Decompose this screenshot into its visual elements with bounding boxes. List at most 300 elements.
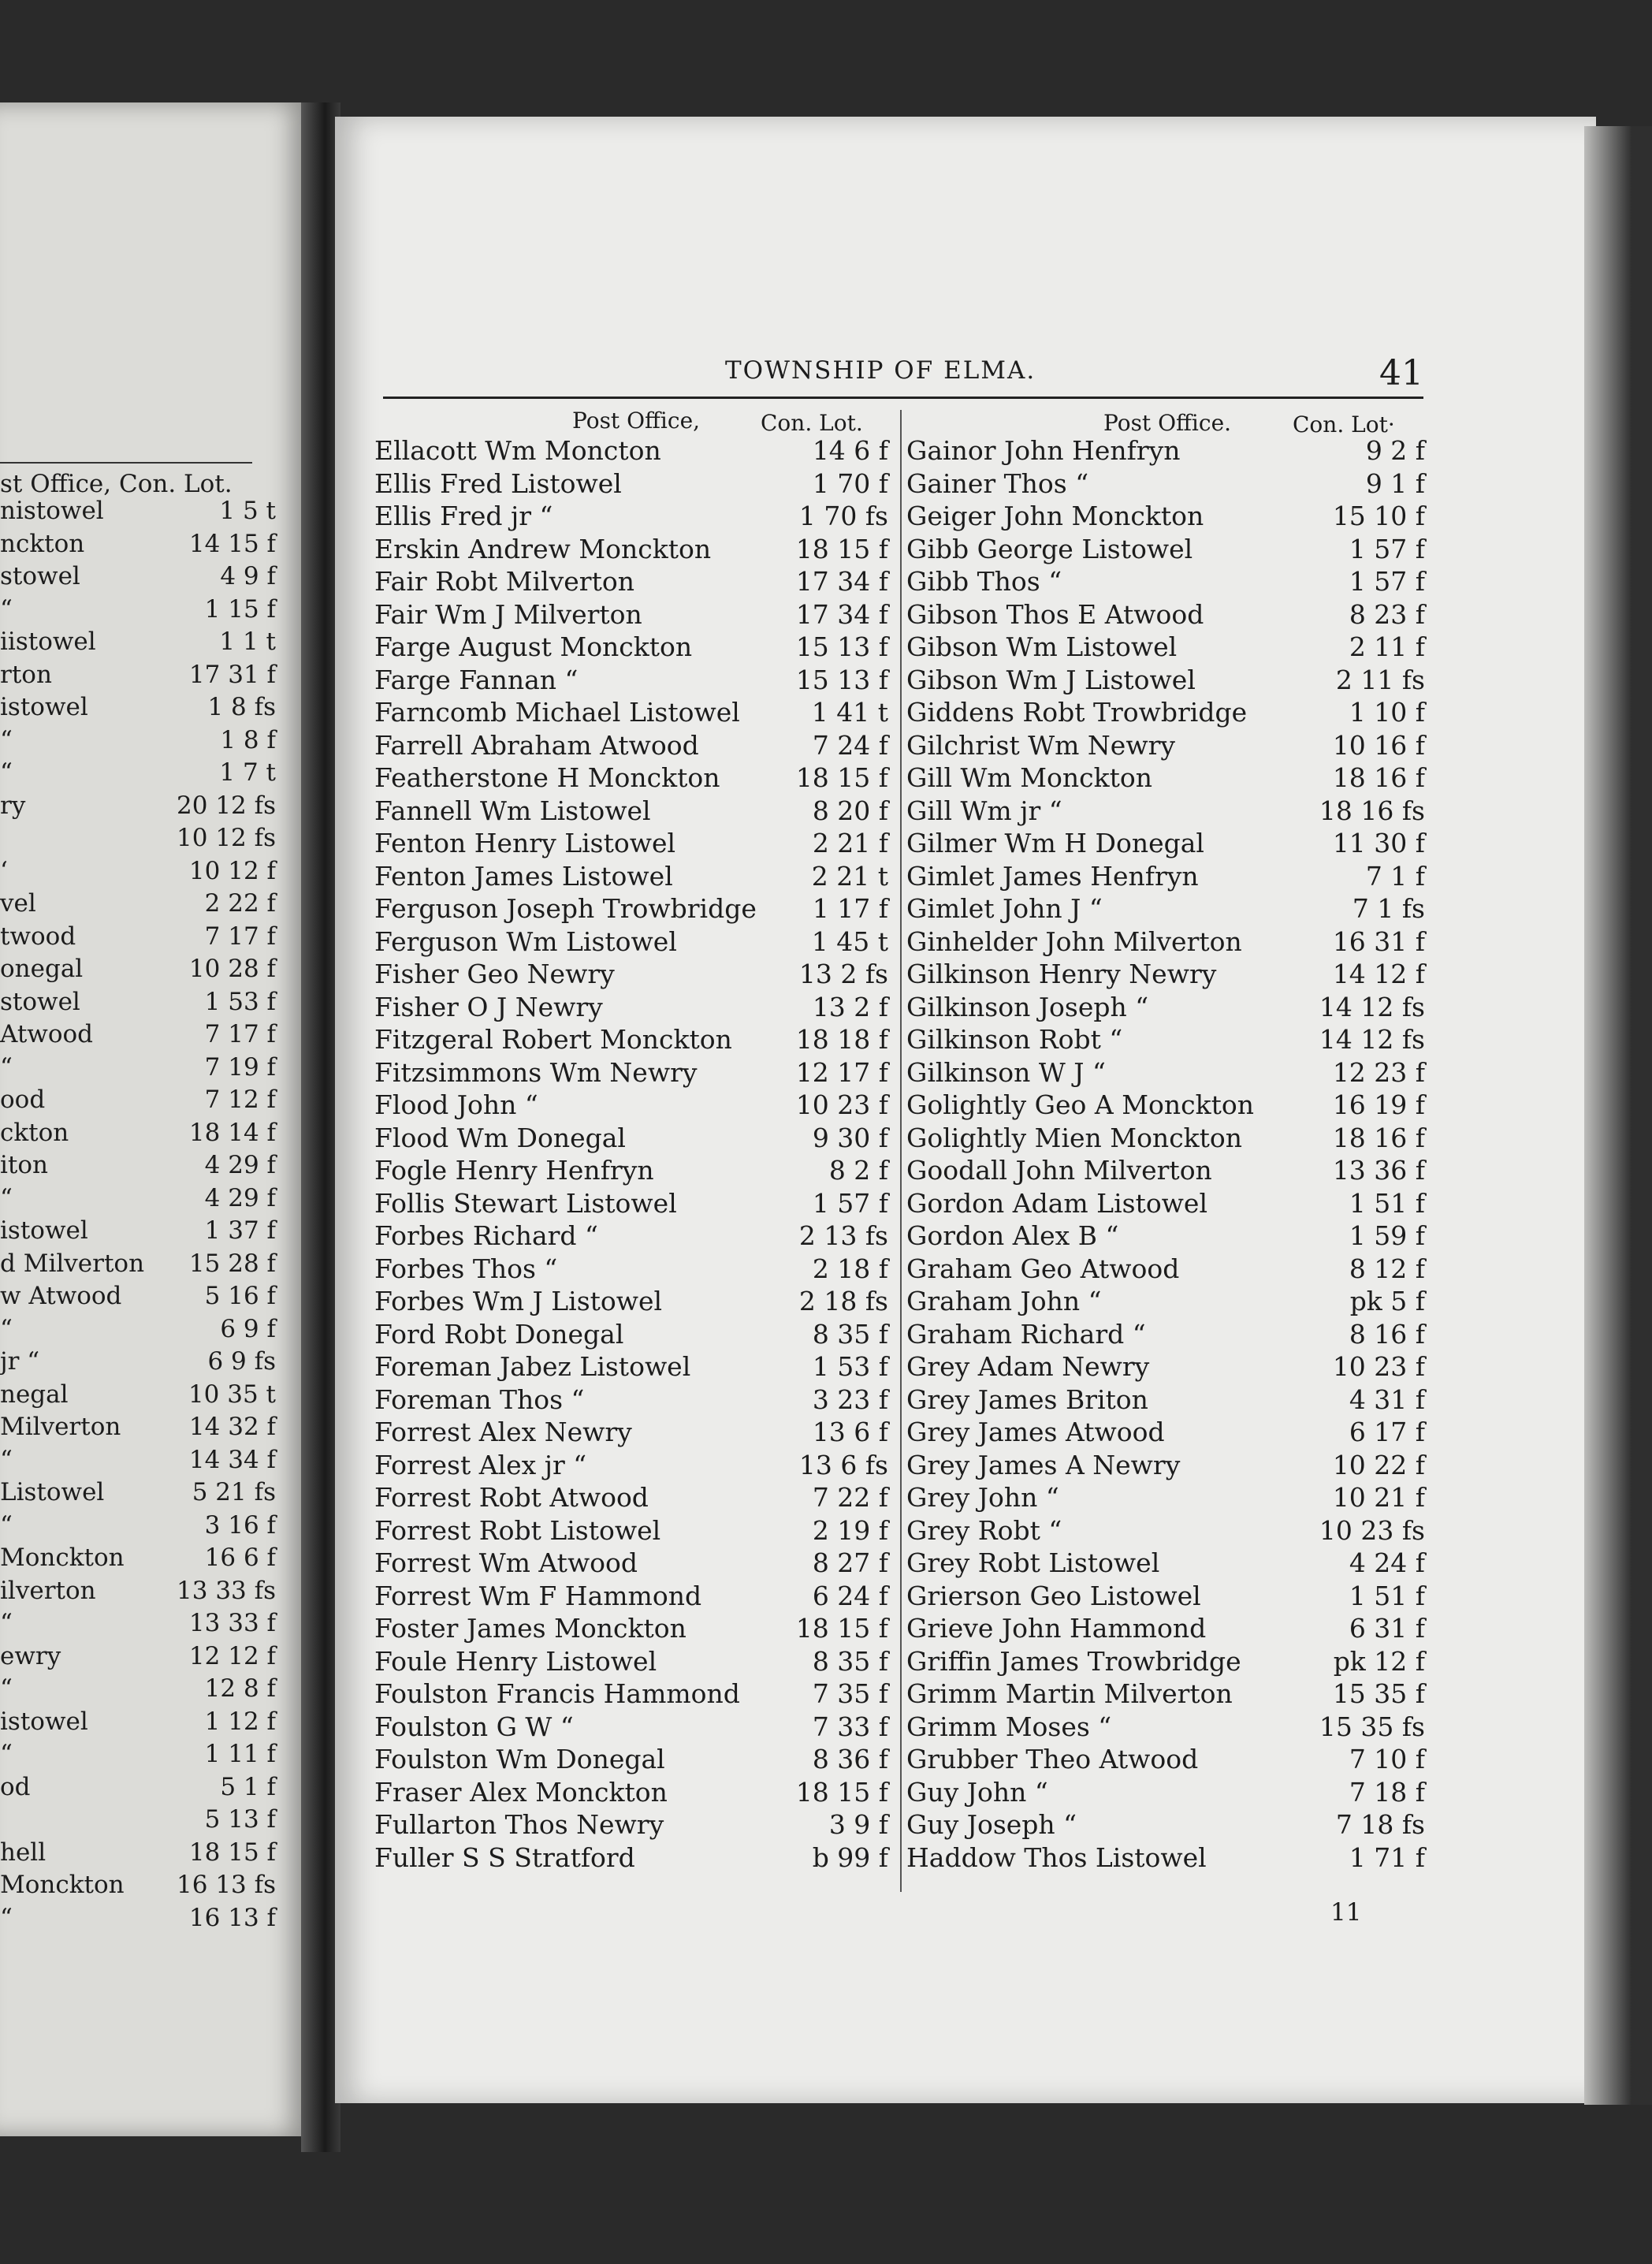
- directory-entry: [374, 1842, 895, 1875]
- entry-name: Erskin Andrew Monckton: [374, 533, 712, 564]
- entry-name: Foreman Jabez Listowel: [374, 1351, 691, 1382]
- directory-entry: [906, 1384, 1427, 1417]
- directory-entry: [906, 534, 1427, 567]
- directory-entry: [906, 959, 1427, 992]
- directory-entry: [906, 1581, 1427, 1614]
- left-page-entry: [0, 922, 300, 954]
- entry-name: Fenton Henry Listowel: [374, 828, 676, 858]
- entry-name: Fitzgeral Robert Monckton: [374, 1024, 732, 1055]
- directory-entry: [374, 1547, 895, 1581]
- entry-name: Grubber Theo Atwood: [906, 1744, 1199, 1774]
- directory-entry: [906, 1842, 1427, 1875]
- left-entry-name: ilverton: [0, 1576, 96, 1605]
- entry-name: Grey Adam Newry: [906, 1351, 1150, 1382]
- directory-entry: [906, 631, 1427, 665]
- entry-con-lot: 7 10 f: [1349, 1744, 1425, 1774]
- entry-con-lot: 17 34 f: [795, 598, 888, 630]
- entry-con-lot: pk 12 f: [1333, 1645, 1425, 1677]
- entry-con-lot: 2 13 fs: [798, 1220, 888, 1251]
- directory-entry: [374, 631, 895, 665]
- entry-con-lot: 8 16 f: [1349, 1318, 1425, 1350]
- entry-con-lot: pk 5 f: [1349, 1286, 1425, 1316]
- left-page-entry: [0, 562, 300, 594]
- left-entry-name: istowel: [0, 1216, 88, 1245]
- directory-entry: [374, 1646, 895, 1679]
- entry-con-lot: 10 21 f: [1332, 1482, 1425, 1513]
- entry-con-lot: 12 17 f: [795, 1056, 888, 1088]
- directory-entry: [906, 1711, 1427, 1745]
- left-entry-con-lot: 16 13 f: [188, 1903, 276, 1932]
- directory-entry: [374, 1581, 895, 1614]
- directory-entry: [906, 566, 1427, 599]
- directory-entry: [374, 435, 895, 468]
- entry-name: Goodall John Milverton: [906, 1155, 1212, 1186]
- entry-con-lot: 14 12 f: [1332, 959, 1425, 989]
- entry-con-lot: 1 71 f: [1349, 1841, 1425, 1873]
- entry-con-lot: 2 21 f: [812, 828, 888, 858]
- left-page-entry: [0, 1543, 300, 1575]
- entry-con-lot: 7 35 f: [812, 1678, 888, 1709]
- left-entry-con-lot: 10 28 f: [188, 955, 276, 983]
- entry-name: Ferguson Joseph Trowbridge: [374, 893, 757, 924]
- left-entry-con-lot: 14 32 f: [188, 1413, 276, 1441]
- entry-con-lot: 6 17 f: [1349, 1417, 1425, 1447]
- entry-con-lot: 8 35 f: [812, 1318, 888, 1350]
- left-entry-con-lot: 14 34 f: [188, 1445, 276, 1474]
- entry-con-lot: 15 35 fs: [1319, 1711, 1425, 1742]
- left-entry-name: “: [0, 1314, 13, 1343]
- entry-con-lot: 2 19 f: [812, 1514, 888, 1546]
- entry-con-lot: 2 11 f: [1349, 631, 1425, 662]
- directory-entry: [906, 1024, 1427, 1057]
- left-entry-con-lot: 5 16 f: [204, 1282, 276, 1310]
- entry-name: Foulston Wm Donegal: [374, 1744, 665, 1774]
- entry-name: Gimlet James Henfryn: [906, 860, 1199, 892]
- directory-entry: [374, 1515, 895, 1548]
- left-entry-con-lot: 16 13 fs: [177, 1871, 276, 1899]
- directory-entry: [374, 1319, 895, 1352]
- left-page-entry: [0, 1511, 300, 1543]
- left-page-entry: [0, 1609, 300, 1640]
- directory-entry: [374, 1417, 895, 1450]
- directory-column-1: [374, 435, 895, 1875]
- header-rule: [383, 397, 1423, 399]
- entry-con-lot: 1 45 t: [811, 925, 888, 957]
- directory-entry: [374, 697, 895, 730]
- entry-con-lot: 4 31 f: [1349, 1383, 1425, 1415]
- entry-name: Grey John “: [906, 1482, 1059, 1513]
- entry-con-lot: 13 6 f: [812, 1417, 888, 1447]
- entry-con-lot: 12 23 f: [1332, 1056, 1425, 1088]
- left-page-entry: [0, 1805, 300, 1837]
- left-entry-name: Listowel: [0, 1478, 105, 1506]
- directory-entry: [374, 1089, 895, 1123]
- left-entry-con-lot: 10 12 fs: [177, 824, 276, 852]
- entry-con-lot: 1 57 f: [1349, 533, 1425, 564]
- left-entry-name: “: [0, 1903, 13, 1932]
- left-entry-name: ewry: [0, 1641, 61, 1670]
- entry-con-lot: 18 15 f: [795, 762, 888, 793]
- left-entry-name: Monckton: [0, 1543, 125, 1572]
- previous-page: [0, 102, 311, 2136]
- left-page-entry: [0, 824, 300, 855]
- directory-entry: [374, 599, 895, 632]
- directory-entry: [374, 1123, 895, 1156]
- directory-entry: [374, 1482, 895, 1515]
- left-entry-con-lot: 1 8 f: [220, 725, 276, 754]
- entry-con-lot: 13 2 f: [812, 991, 888, 1022]
- left-page-entry: [0, 1642, 300, 1674]
- directory-entry: [906, 665, 1427, 698]
- entry-con-lot: 3 9 f: [828, 1809, 888, 1840]
- directory-entry: [906, 828, 1427, 861]
- left-entry-con-lot: 12 12 f: [188, 1641, 276, 1670]
- left-entry-name: ood: [0, 1085, 46, 1114]
- left-entry-name: jr “: [0, 1347, 40, 1376]
- entry-con-lot: 7 1 fs: [1352, 893, 1425, 924]
- entry-name: Gimlet John J “: [906, 893, 1103, 924]
- left-page-entry: [0, 1216, 300, 1248]
- left-entry-name: stowel: [0, 562, 80, 590]
- entry-con-lot: 1 70 fs: [798, 501, 888, 531]
- left-entry-con-lot: 10 12 f: [188, 856, 276, 885]
- entry-name: Ellis Fred jr “: [374, 501, 553, 531]
- left-entry-con-lot: 10 35 t: [188, 1380, 276, 1409]
- left-entry-name: ‘: [0, 856, 8, 885]
- directory-entry: [906, 1188, 1427, 1221]
- entry-con-lot: 15 13 f: [795, 664, 888, 695]
- directory-entry: [374, 1809, 895, 1842]
- directory-entry: [374, 501, 895, 534]
- entry-con-lot: 15 35 f: [1332, 1678, 1425, 1709]
- entry-name: Gibson Thos E Atwood: [906, 598, 1204, 630]
- left-entry-con-lot: 17 31 f: [188, 660, 276, 689]
- entry-name: Gilkinson Robt “: [906, 1024, 1123, 1055]
- entry-name: Fullarton Thos Newry: [374, 1809, 664, 1840]
- left-entry-name: “: [0, 1674, 13, 1703]
- entry-name: Geiger John Monckton: [906, 501, 1204, 531]
- entry-name: Gill Wm jr “: [906, 795, 1062, 826]
- directory-entry: [374, 730, 895, 763]
- signature-mark: 11: [1330, 1898, 1362, 1927]
- left-entry-name: Monckton: [0, 1871, 125, 1899]
- left-entry-con-lot: 1 1 t: [219, 627, 276, 656]
- directory-entry: [906, 795, 1427, 829]
- entry-con-lot: 7 18 fs: [1335, 1809, 1425, 1840]
- directory-entry: [906, 1482, 1427, 1515]
- directory-entry: [906, 501, 1427, 534]
- directory-entry: [374, 1057, 895, 1090]
- entry-name: Gainor John Henfryn: [906, 435, 1181, 466]
- entry-name: Gilkinson W J “: [906, 1056, 1106, 1088]
- directory-entry: [374, 1613, 895, 1646]
- entry-name: Fuller S S Stratford: [374, 1841, 635, 1873]
- directory-entry: [906, 1057, 1427, 1090]
- directory-entry: [906, 926, 1427, 959]
- entry-name: Gibson Wm Listowel: [906, 631, 1178, 662]
- entry-name: Golightly Geo A Monckton: [906, 1089, 1255, 1120]
- directory-entry: [374, 1351, 895, 1384]
- entry-name: Gibb George Listowel: [906, 533, 1193, 564]
- entry-name: Griffin James Trowbridge: [906, 1645, 1241, 1677]
- left-page-entry: [0, 1020, 300, 1052]
- directory-entry: [906, 861, 1427, 894]
- directory-entry: [906, 1286, 1427, 1319]
- left-page-entry: [0, 791, 300, 823]
- entry-con-lot: 1 17 f: [812, 893, 888, 924]
- left-entry-name: onegal: [0, 955, 84, 983]
- left-entry-name: “: [0, 1740, 13, 1768]
- entry-con-lot: 2 18 fs: [798, 1286, 888, 1316]
- left-entry-con-lot: 4 9 f: [220, 562, 276, 590]
- left-entry-name: vel: [0, 889, 36, 918]
- directory-entry: [374, 926, 895, 959]
- entry-name: Foule Henry Listowel: [374, 1645, 657, 1677]
- directory-entry: [906, 1351, 1427, 1384]
- entry-name: Gainer Thos “: [906, 467, 1089, 499]
- left-page-entry: [0, 1053, 300, 1085]
- directory-entry: [374, 1711, 895, 1745]
- left-page-entry: [0, 1577, 300, 1608]
- entry-con-lot: 1 57 f: [1349, 566, 1425, 597]
- entry-con-lot: 2 11 fs: [1335, 664, 1425, 695]
- entry-name: Guy Joseph “: [906, 1809, 1077, 1840]
- directory-entry: [906, 893, 1427, 926]
- left-entry-con-lot: 20 12 fs: [177, 791, 276, 820]
- directory-entry: [374, 1286, 895, 1319]
- entry-name: Foulston Francis Hammond: [374, 1678, 740, 1709]
- entry-con-lot: 11 30 f: [1332, 828, 1425, 858]
- entry-con-lot: 14 12 fs: [1319, 1024, 1425, 1055]
- directory-entry: [906, 1613, 1427, 1646]
- entry-name: Farncomb Michael Listowel: [374, 697, 740, 728]
- entry-name: Fair Robt Milverton: [374, 566, 634, 597]
- entry-name: Guy John “: [906, 1776, 1048, 1808]
- directory-column-2: [906, 435, 1427, 1875]
- left-entry-name: “: [0, 758, 13, 787]
- left-page-entry: [0, 1282, 300, 1313]
- directory-entry: [906, 1253, 1427, 1287]
- left-entry-con-lot: 7 17 f: [204, 922, 276, 951]
- left-page-entry: [0, 955, 300, 986]
- directory-entry: [906, 1547, 1427, 1581]
- entry-name: Forrest Robt Listowel: [374, 1514, 661, 1546]
- entry-con-lot: 18 15 f: [795, 1613, 888, 1644]
- entry-con-lot: 1 53 f: [812, 1351, 888, 1382]
- entry-name: Flood John “: [374, 1089, 538, 1120]
- directory-entry: [374, 762, 895, 795]
- entry-con-lot: 1 59 f: [1349, 1220, 1425, 1251]
- left-page-entry: [0, 889, 300, 921]
- entry-con-lot: 8 2 f: [828, 1155, 888, 1186]
- left-page-entry: [0, 1478, 300, 1510]
- directory-entry: [906, 1089, 1427, 1123]
- entry-con-lot: 8 23 f: [1349, 598, 1425, 630]
- entry-name: Ellacott Wm Moncton: [374, 435, 661, 466]
- entry-name: Featherstone H Monckton: [374, 762, 720, 793]
- directory-entry: [906, 697, 1427, 730]
- left-entry-name: negal: [0, 1380, 69, 1409]
- left-page-entry: [0, 1380, 300, 1412]
- left-entry-name: ry: [0, 791, 26, 820]
- directory-entry: [906, 1417, 1427, 1450]
- entry-name: Gordon Alex B “: [906, 1220, 1119, 1251]
- left-page-entry: [0, 857, 300, 888]
- entry-name: Fair Wm J Milverton: [374, 598, 642, 630]
- entry-name: Grieve John Hammond: [906, 1613, 1207, 1644]
- directory-entry: [374, 861, 895, 894]
- directory-entry: [374, 1384, 895, 1417]
- directory-entry: [374, 1678, 895, 1711]
- left-entry-name: od: [0, 1772, 31, 1801]
- left-entry-name: “: [0, 1052, 13, 1082]
- page-number: 41: [1379, 353, 1423, 393]
- left-entry-name: “: [0, 1183, 13, 1212]
- directory-entry: [374, 1777, 895, 1810]
- left-entry-con-lot: 7 19 f: [204, 1052, 276, 1082]
- entry-name: Ginhelder John Milverton: [906, 925, 1242, 957]
- entry-name: Graham John “: [906, 1286, 1102, 1316]
- directory-entry: [906, 1319, 1427, 1352]
- entry-name: Fisher Geo Newry: [374, 959, 615, 989]
- left-entry-name: “: [0, 725, 13, 754]
- left-entry-con-lot: 3 16 f: [204, 1510, 276, 1540]
- directory-entry: [906, 1450, 1427, 1483]
- left-page-entry: [0, 1446, 300, 1477]
- page-edge: [1584, 126, 1652, 2105]
- left-entry-con-lot: 15 28 f: [188, 1249, 276, 1278]
- entry-con-lot: 14 12 fs: [1319, 991, 1425, 1022]
- entry-con-lot: 17 34 f: [795, 566, 888, 597]
- directory-entry: [906, 762, 1427, 795]
- entry-con-lot: 6 31 f: [1349, 1613, 1425, 1644]
- entry-name: Farge August Monckton: [374, 631, 693, 662]
- entry-name: Golightly Mien Monckton: [906, 1122, 1243, 1153]
- entry-con-lot: 1 51 f: [1349, 1580, 1425, 1611]
- directory-entry: [374, 1188, 895, 1221]
- left-page-header: st Office, Con. Lot.: [0, 470, 233, 498]
- left-entry-name: ckton: [0, 1118, 69, 1147]
- entry-con-lot: 2 18 f: [812, 1253, 888, 1284]
- directory-entry: [906, 1744, 1427, 1777]
- left-page-entry: [0, 1151, 300, 1182]
- entry-name: Gilchrist Wm Newry: [906, 729, 1175, 761]
- entry-con-lot: 10 23 f: [795, 1089, 888, 1120]
- entry-name: Grimm Martin Milverton: [906, 1678, 1233, 1709]
- left-entry-name: w Atwood: [0, 1282, 122, 1310]
- entry-name: Forbes Richard “: [374, 1220, 598, 1251]
- entry-name: Giddens Robt Trowbridge: [906, 697, 1248, 728]
- directory-entry: [906, 435, 1427, 468]
- directory-entry: [906, 1777, 1427, 1810]
- left-page-rule: [0, 462, 252, 464]
- directory-entry: [374, 1744, 895, 1777]
- entry-name: Graham Richard “: [906, 1318, 1146, 1350]
- entry-name: Follis Stewart Listowel: [374, 1187, 677, 1219]
- entry-name: Ferguson Wm Listowel: [374, 925, 677, 957]
- left-entry-name: Atwood: [0, 1020, 94, 1048]
- entry-name: Foreman Thos “: [374, 1383, 585, 1415]
- left-page-entry: [0, 1347, 300, 1379]
- entry-name: Gilkinson Henry Newry: [906, 959, 1217, 989]
- left-page-entry: [0, 497, 300, 528]
- entry-name: Fannell Wm Listowel: [374, 795, 651, 826]
- left-page-entry: [0, 1674, 300, 1706]
- entry-name: Farge Fannan “: [374, 664, 579, 695]
- left-page-entry: [0, 1249, 300, 1281]
- left-entry-name: nckton: [0, 529, 85, 558]
- left-page-entry: [0, 1413, 300, 1444]
- entry-con-lot: 1 70 f: [812, 467, 888, 499]
- entry-name: Gibson Wm J Listowel: [906, 664, 1196, 695]
- left-entry-name: stowel: [0, 987, 80, 1016]
- entry-con-lot: 18 16 f: [1332, 762, 1425, 793]
- entry-name: Fitzsimmons Wm Newry: [374, 1056, 698, 1088]
- entry-name: Gibb Thos “: [906, 566, 1062, 597]
- left-page-entry: [0, 1184, 300, 1216]
- entry-con-lot: 9 1 f: [1365, 467, 1425, 499]
- entry-name: Flood Wm Donegal: [374, 1122, 626, 1153]
- left-page-entry: [0, 693, 300, 724]
- left-page-entry: [0, 1838, 300, 1870]
- entry-name: Gilkinson Joseph “: [906, 991, 1149, 1022]
- directory-entry: [906, 1809, 1427, 1842]
- entry-con-lot: b 99 f: [812, 1841, 888, 1873]
- left-entry-con-lot: 12 8 f: [204, 1674, 276, 1703]
- directory-entry: [374, 828, 895, 861]
- directory-entry: [374, 893, 895, 926]
- entry-con-lot: 10 23 f: [1332, 1351, 1425, 1382]
- entry-name: Forrest Alex Newry: [374, 1417, 632, 1447]
- entry-con-lot: 10 16 f: [1332, 729, 1425, 761]
- entry-name: Gill Wm Monckton: [906, 762, 1152, 793]
- left-entry-con-lot: 4 29 f: [204, 1183, 276, 1212]
- entry-con-lot: 1 10 f: [1349, 697, 1425, 728]
- entry-con-lot: 18 16 fs: [1319, 795, 1425, 826]
- left-page-entry: [0, 1904, 300, 1935]
- left-entry-name: d Milverton: [0, 1249, 145, 1278]
- entry-con-lot: 8 35 f: [812, 1645, 888, 1677]
- left-page-entry: [0, 595, 300, 627]
- directory-entry: [906, 1155, 1427, 1188]
- entry-con-lot: 9 2 f: [1365, 435, 1425, 466]
- entry-con-lot: 2 21 t: [811, 860, 888, 892]
- entry-con-lot: 7 18 f: [1349, 1776, 1425, 1808]
- left-page-entry: [0, 1119, 300, 1150]
- running-head: TOWNSHIP OF ELMA.: [725, 356, 1036, 385]
- directory-entry: [906, 1646, 1427, 1679]
- left-entry-name: rton: [0, 660, 52, 689]
- left-entry-name: nistowel: [0, 497, 104, 525]
- left-entry-con-lot: 16 6 f: [204, 1543, 276, 1572]
- entry-con-lot: 7 1 f: [1365, 860, 1425, 892]
- left-entry-con-lot: 1 15 f: [204, 594, 276, 624]
- left-page-entry: [0, 726, 300, 758]
- entry-con-lot: 14 6 f: [812, 435, 888, 466]
- left-page-entry: [0, 1871, 300, 1902]
- entry-name: Forrest Wm Atwood: [374, 1547, 638, 1578]
- entry-con-lot: 13 2 fs: [798, 959, 888, 989]
- entry-name: Forbes Wm J Listowel: [374, 1286, 663, 1316]
- directory-entry: [374, 534, 895, 567]
- entry-con-lot: 7 24 f: [812, 729, 888, 761]
- directory-entry: [374, 665, 895, 698]
- entry-name: Graham Geo Atwood: [906, 1253, 1180, 1284]
- entry-con-lot: 7 22 f: [812, 1482, 888, 1513]
- entry-con-lot: 6 24 f: [812, 1580, 888, 1611]
- directory-entry: [906, 1678, 1427, 1711]
- directory-entry: [374, 1220, 895, 1253]
